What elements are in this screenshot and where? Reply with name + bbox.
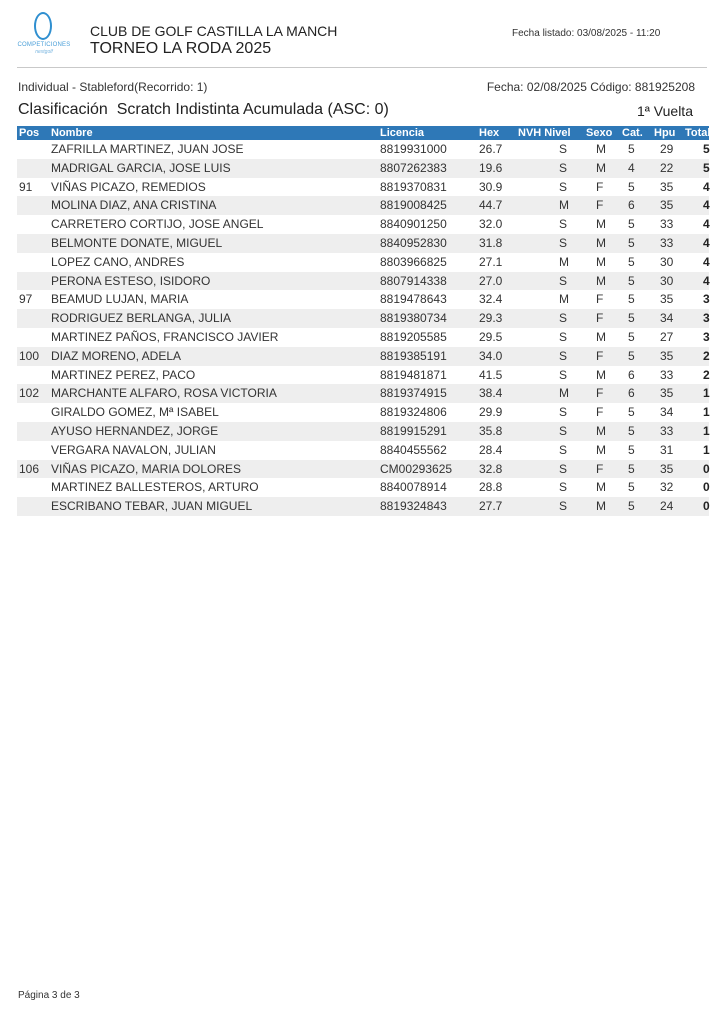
cell-hpu: 32 xyxy=(660,480,674,495)
cell-sexo: M xyxy=(596,329,606,344)
table-row xyxy=(17,497,709,516)
cell-sexo: M xyxy=(596,423,606,438)
cell-cat: 6 xyxy=(628,386,635,401)
cell-hex: 26.7 xyxy=(479,142,503,156)
cell-name: VIÑAS PICAZO, MARIA DOLORES xyxy=(51,461,242,476)
cell-hpu: 24 xyxy=(660,499,674,514)
cell-hpu: 29 xyxy=(660,142,674,156)
cell-nvh: M xyxy=(559,386,569,401)
cell-sexo: M xyxy=(596,217,606,232)
cell-hpu: 33 xyxy=(660,423,674,438)
cell-cat: 6 xyxy=(628,198,635,213)
cell-sexo: F xyxy=(596,461,604,476)
col-cat-header: Cat. xyxy=(622,127,643,139)
cell-sexo: M xyxy=(596,480,606,495)
cell-hpu: 35 xyxy=(660,292,674,307)
cell-total: 4 xyxy=(703,254,710,269)
cell-nvh: S xyxy=(559,480,568,495)
cell-total: 4 xyxy=(703,235,710,250)
table-row xyxy=(17,422,709,441)
cell-cat: 5 xyxy=(628,273,635,288)
table-body xyxy=(17,140,709,516)
cell-hex: 32.4 xyxy=(479,292,503,307)
cell-sexo: F xyxy=(596,405,604,420)
cell-hpu: 31 xyxy=(660,442,674,457)
table-row xyxy=(17,403,709,422)
cell-hex: 19.6 xyxy=(479,160,503,175)
col-total-header: Total xyxy=(685,127,711,139)
cell-total: 4 xyxy=(703,217,710,232)
cell-name: BEAMUD LUJAN, MARIA xyxy=(51,292,189,307)
cell-sexo: F xyxy=(596,386,604,401)
cell-nvh: M xyxy=(559,254,569,269)
cell-name: MARTINEZ PEREZ, PACO xyxy=(51,367,196,382)
cell-hex: 28.8 xyxy=(479,480,503,495)
table-row xyxy=(17,384,709,403)
cell-nvh: S xyxy=(559,367,568,382)
cell-licence: 8819915291 xyxy=(380,423,447,438)
table-row xyxy=(17,253,709,272)
cell-total: 1 xyxy=(703,442,710,457)
logo-subtext: nextgolf xyxy=(35,49,53,55)
cell-sexo: M xyxy=(596,442,606,457)
cell-hpu: 35 xyxy=(660,179,674,194)
cell-nvh: S xyxy=(559,348,568,363)
table-row xyxy=(17,234,709,253)
cell-total: 0 xyxy=(703,480,710,495)
cell-total: 1 xyxy=(703,423,710,438)
classification-title: Clasificación Scratch Indistinta Acumulada (ASC: 0) xyxy=(18,101,389,118)
table-row xyxy=(17,140,709,159)
cell-hex: 30.9 xyxy=(479,179,503,194)
cell-hex: 27.7 xyxy=(479,499,503,514)
table-row xyxy=(17,478,709,497)
cell-hex: 28.4 xyxy=(479,442,503,457)
cell-licence: 8840952830 xyxy=(380,235,447,250)
cell-name: ESCRIBANO TEBAR, JUAN MIGUEL xyxy=(51,499,253,514)
cell-sexo: F xyxy=(596,311,604,326)
cell-sexo: M xyxy=(596,254,606,269)
cell-name: DIAZ MORENO, ADELA xyxy=(51,348,182,363)
cell-cat: 5 xyxy=(628,480,635,495)
cell-hex: 29.3 xyxy=(479,311,503,326)
cell-cat: 4 xyxy=(628,160,635,175)
listing-date: Fecha listado: 03/08/2025 - 11:20 xyxy=(512,28,661,39)
cell-nvh: S xyxy=(559,160,568,175)
cell-hex: 29.5 xyxy=(479,329,503,344)
cell-hpu: 34 xyxy=(660,311,674,326)
cell-name: ZAFRILLA MARTINEZ, JUAN JOSE xyxy=(51,142,244,156)
cell-nvh: M xyxy=(559,292,569,307)
cell-name: VERGARA NAVALON, JULIAN xyxy=(51,442,216,457)
cell-hex: 44.7 xyxy=(479,198,503,213)
round-label: 1ª Vuelta xyxy=(636,103,693,119)
cell-nvh: S xyxy=(559,405,568,420)
cell-licence: 8803966825 xyxy=(380,254,447,269)
cell-licence: 8819481871 xyxy=(380,367,447,382)
col-hpu-header: Hpu xyxy=(654,127,676,139)
cell-cat: 5 xyxy=(628,142,635,156)
header-divider xyxy=(17,67,707,68)
cell-name: MOLINA DIAZ, ANA CRISTINA xyxy=(51,198,217,213)
club-name: CLUB DE GOLF CASTILLA LA MANCH xyxy=(90,23,338,39)
cell-name: VIÑAS PICAZO, REMEDIOS xyxy=(51,179,206,194)
cell-pos: 97 xyxy=(19,292,33,307)
cell-hex: 32.0 xyxy=(479,217,503,232)
cell-hpu: 34 xyxy=(660,405,674,420)
cell-hex: 35.8 xyxy=(479,423,503,438)
cell-hpu: 35 xyxy=(660,348,674,363)
cell-pos: 100 xyxy=(19,348,40,363)
cell-licence: 8807914338 xyxy=(380,273,447,288)
cell-sexo: M xyxy=(596,499,606,514)
col-sexo-header: Sexo xyxy=(586,127,613,139)
cell-hpu: 35 xyxy=(660,461,674,476)
cell-nvh: S xyxy=(559,461,568,476)
cell-pos: 106 xyxy=(19,461,40,476)
cell-licence: 8819374915 xyxy=(380,386,447,401)
page-number: Página 3 de 3 xyxy=(18,990,80,1001)
cell-total: 4 xyxy=(703,179,710,194)
cell-licence: 8819370831 xyxy=(380,179,447,194)
table-row xyxy=(17,215,709,234)
cell-licence: CM00293625 xyxy=(380,461,453,476)
cell-total: 0 xyxy=(703,499,710,514)
cell-hpu: 33 xyxy=(660,217,674,232)
cell-total: 4 xyxy=(703,273,710,288)
tournament-title: TORNEO LA RODA 2025 xyxy=(90,40,272,57)
results-table xyxy=(17,126,709,516)
cell-hex: 34.0 xyxy=(479,348,503,363)
cell-hpu: 30 xyxy=(660,273,674,288)
table-row xyxy=(17,178,709,197)
cell-name: AYUSO HERNANDEZ, JORGE xyxy=(51,423,219,438)
logo-ring-icon xyxy=(34,12,52,40)
cell-cat: 5 xyxy=(628,405,635,420)
cell-sexo: M xyxy=(596,142,606,156)
cell-cat: 5 xyxy=(628,461,635,476)
cell-licence: 8819008425 xyxy=(380,198,447,213)
col-hex-header: Hex xyxy=(479,127,500,139)
cell-total: 3 xyxy=(703,329,710,344)
cell-name: GIRALDO GOMEZ, Mª ISABEL xyxy=(51,405,219,420)
cell-nvh: S xyxy=(559,273,568,288)
cell-name: MARTINEZ BALLESTEROS, ARTURO xyxy=(51,480,259,495)
cell-licence: 8819385191 xyxy=(380,348,447,363)
cell-total: 2 xyxy=(703,367,710,382)
cell-cat: 5 xyxy=(628,348,635,363)
table-header xyxy=(17,126,709,140)
cell-name: CARRETERO CORTIJO, JOSE ANGEL xyxy=(51,217,264,232)
cell-cat: 5 xyxy=(628,235,635,250)
col-name-header: Nombre xyxy=(51,127,93,139)
cell-nvh: S xyxy=(559,179,568,194)
cell-licence: 8840078914 xyxy=(380,480,447,495)
cell-hex: 32.8 xyxy=(479,461,503,476)
cell-cat: 5 xyxy=(628,423,635,438)
cell-nvh: S xyxy=(559,423,568,438)
cell-nvh: S xyxy=(559,499,568,514)
cell-licence: 8819478643 xyxy=(380,292,447,307)
cell-total: 3 xyxy=(703,292,710,307)
cell-licence: 8819324806 xyxy=(380,405,447,420)
logo xyxy=(17,12,71,62)
col-nvh-header: NVH Nivel xyxy=(518,127,571,139)
table-row xyxy=(17,328,709,347)
cell-sexo: M xyxy=(596,235,606,250)
cell-pos: 91 xyxy=(19,179,33,194)
cell-name: MARCHANTE ALFARO, ROSA VICTORIA xyxy=(51,386,277,401)
cell-licence: 8819380734 xyxy=(380,311,447,326)
cell-hex: 27.1 xyxy=(479,254,503,269)
cell-cat: 6 xyxy=(628,367,635,382)
cell-total: 5 xyxy=(703,142,710,156)
table-row xyxy=(17,460,709,479)
cell-cat: 5 xyxy=(628,292,635,307)
table-row xyxy=(17,366,709,385)
cell-sexo: F xyxy=(596,198,604,213)
cell-name: PERONA ESTESO, ISIDORO xyxy=(51,273,211,288)
cell-hex: 38.4 xyxy=(479,386,503,401)
table-row xyxy=(17,309,709,328)
table-row xyxy=(17,272,709,291)
cell-hex: 27.0 xyxy=(479,273,503,288)
cell-hpu: 30 xyxy=(660,254,674,269)
cell-name: MARTINEZ PAÑOS, FRANCISCO JAVIER xyxy=(51,329,279,344)
cell-total: 3 xyxy=(703,311,710,326)
cell-hpu: 35 xyxy=(660,386,674,401)
cell-hpu: 27 xyxy=(660,329,674,344)
cell-licence: 8819931000 xyxy=(380,142,447,156)
cell-licence: 8840455562 xyxy=(380,442,447,457)
col-pos-header: Pos xyxy=(19,127,40,139)
cell-nvh: S xyxy=(559,217,568,232)
cell-nvh: S xyxy=(559,142,568,156)
cell-sexo: F xyxy=(596,179,604,194)
cell-sexo: M xyxy=(596,367,606,382)
col-licence-header: Licencia xyxy=(380,127,425,139)
cell-total: 2 xyxy=(703,348,710,363)
table-row xyxy=(17,347,709,366)
cell-licence: 8819205585 xyxy=(380,329,447,344)
cell-nvh: S xyxy=(559,442,568,457)
cell-total: 4 xyxy=(703,198,710,213)
cell-name: BELMONTE DONATE, MIGUEL xyxy=(51,235,223,250)
cell-hpu: 33 xyxy=(660,367,674,382)
table-row xyxy=(17,159,709,178)
cell-cat: 5 xyxy=(628,217,635,232)
cell-nvh: M xyxy=(559,198,569,213)
cell-licence: 8807262383 xyxy=(380,160,447,175)
cell-hex: 31.8 xyxy=(479,235,503,250)
table-row xyxy=(17,441,709,460)
cell-nvh: S xyxy=(559,311,568,326)
cell-sexo: M xyxy=(596,273,606,288)
competition-format: Individual - Stableford(Recorrido: 1) xyxy=(18,80,208,94)
cell-cat: 5 xyxy=(628,442,635,457)
cell-total: 1 xyxy=(703,405,710,420)
cell-sexo: M xyxy=(596,160,606,175)
cell-hpu: 22 xyxy=(660,160,674,175)
cell-hpu: 33 xyxy=(660,235,674,250)
cell-licence: 8840901250 xyxy=(380,217,447,232)
cell-name: MADRIGAL GARCIA, JOSE LUIS xyxy=(51,160,231,175)
competition-date-code: Fecha: 02/08/2025 Código: 881925208 xyxy=(486,80,695,94)
cell-name: RODRIGUEZ BERLANGA, JULIA xyxy=(51,311,232,326)
logo-text: COMPETICIONES xyxy=(17,42,71,48)
cell-nvh: S xyxy=(559,235,568,250)
cell-total: 1 xyxy=(703,386,710,401)
cell-pos: 102 xyxy=(19,386,40,401)
table-row xyxy=(17,196,709,215)
cell-cat: 5 xyxy=(628,499,635,514)
cell-hex: 41.5 xyxy=(479,367,503,382)
cell-hpu: 35 xyxy=(660,198,674,213)
cell-cat: 5 xyxy=(628,179,635,194)
cell-total: 5 xyxy=(703,160,710,175)
cell-cat: 5 xyxy=(628,311,635,326)
cell-cat: 5 xyxy=(628,254,635,269)
cell-sexo: F xyxy=(596,348,604,363)
cell-nvh: S xyxy=(559,329,568,344)
cell-name: LOPEZ CANO, ANDRES xyxy=(51,254,185,269)
cell-licence: 8819324843 xyxy=(380,499,447,514)
cell-total: 0 xyxy=(703,461,710,476)
table-row xyxy=(17,290,709,309)
cell-cat: 5 xyxy=(628,329,635,344)
cell-sexo: F xyxy=(596,292,604,307)
cell-hex: 29.9 xyxy=(479,405,503,420)
